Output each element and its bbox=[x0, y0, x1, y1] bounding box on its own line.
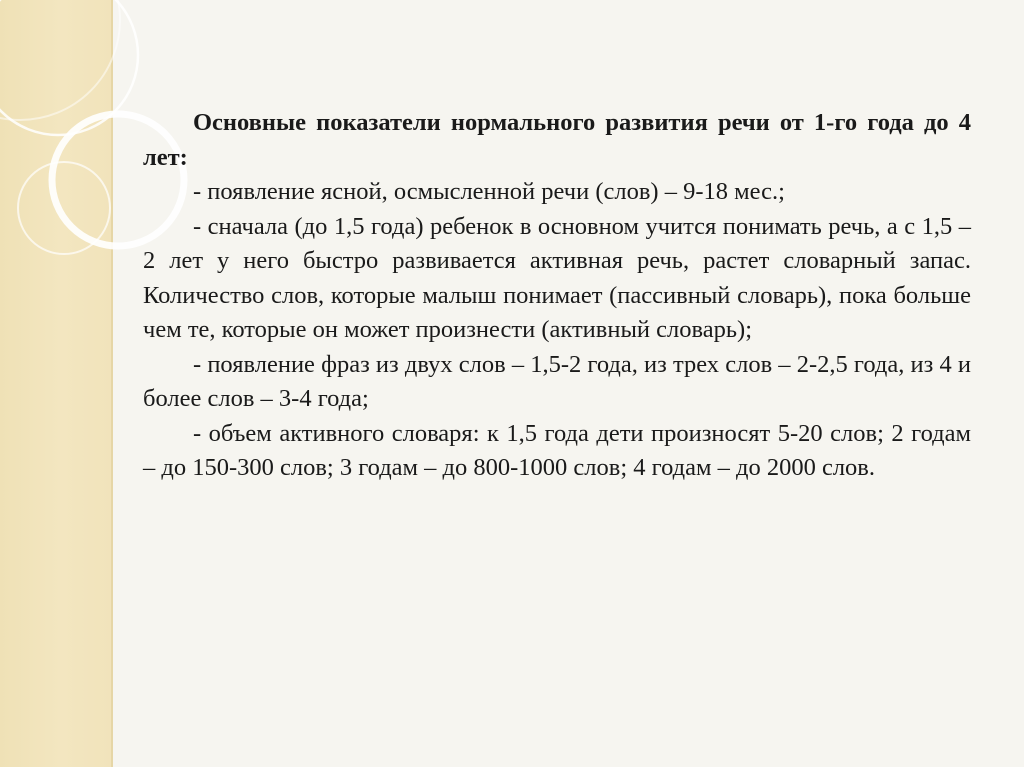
decorative-side-band bbox=[0, 0, 111, 767]
paragraph-phrases: - появление фраз из двух слов – 1,5-2 года, из трех слов – 2-2,5 года, из 4 и более слов – 3-4 года; bbox=[143, 350, 971, 412]
paragraph-speech-onset: - появление ясной, осмысленной речи (слов) – 9-18 мес.; bbox=[193, 178, 785, 205]
band-edge-line bbox=[111, 0, 113, 767]
slide-heading: Основные показатели нормального развития речи от 1-го года до 4 лет: bbox=[143, 109, 971, 171]
slide-text-body bbox=[143, 106, 971, 486]
paragraph-vocabulary-volume: - объем активного словаря: к 1,5 года дети произносят 5-20 слов; 2 годам – до 150-300 слов; 3 годам – до 800-1000 слов; 4 годам – до 2000 слов. bbox=[143, 419, 971, 481]
paragraph-passive-active-vocabulary: - сначала (до 1,5 года) ребенок в основном учится понимать речь, а с 1,5 – 2 лет у него быстро развивается активная речь, растет словарный запас. Количество слов, которые малыш понимает (пассивный словарь), пока больше чем те, которые он может произнести (активный словарь); bbox=[143, 212, 971, 343]
